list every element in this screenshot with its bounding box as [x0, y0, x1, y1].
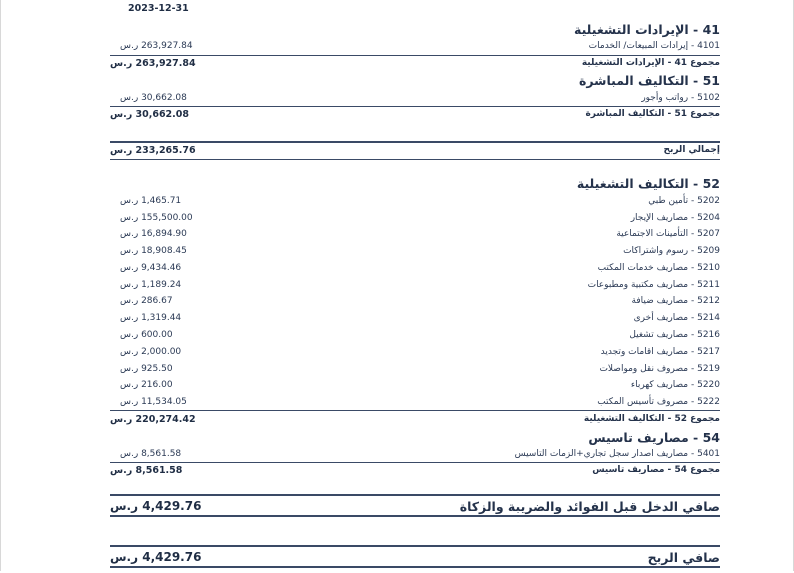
- net-profit-amount: 4,429.76 ر.س: [110, 550, 202, 564]
- account-label: 5219 - مصروف نقل ومواصلات: [599, 364, 720, 374]
- account-amount: 1,189.24 ر.س: [120, 280, 182, 290]
- account-amount: 9,434.46 ر.س: [120, 263, 182, 273]
- total-label: مجموع 41 - الإيرادات التشغيلية: [581, 58, 720, 68]
- account-amount: 30,662.08 ر.س: [120, 93, 187, 103]
- account-amount: 8,561.58 ر.س: [120, 449, 182, 459]
- account-amount: 16,894.90 ر.س: [120, 229, 187, 239]
- subtotal-line: [110, 462, 720, 463]
- account-amount: 1,319.44 ر.س: [120, 313, 182, 323]
- account-amount: 11,534.05 ر.س: [120, 397, 187, 407]
- account-label: 5207 - التأمينات الاجتماعية: [616, 229, 720, 239]
- total-amount: 220,274.42 ر.س: [110, 414, 196, 425]
- account-amount: 216.00 ر.س: [120, 380, 173, 390]
- gross-profit-underline: [110, 159, 720, 160]
- ebitz-line: [110, 494, 720, 496]
- section-52-title: 52 - التكاليف التشغيلية: [576, 176, 720, 191]
- total-amount: 263,927.84 ر.س: [110, 58, 196, 69]
- subtotal-line: [110, 55, 720, 56]
- total-amount: 30,662.08 ر.س: [110, 109, 189, 120]
- account-label: 5217 - مصاريف اقامات وتجديد: [600, 347, 720, 357]
- subtotal-line: [110, 410, 720, 411]
- account-label: 5202 - تأمين طبي: [648, 196, 720, 206]
- account-label: 5102 - رواتب وأجور: [641, 93, 720, 103]
- account-label: 5211 - مصاريف مكتبية ومطبوعات: [587, 280, 720, 290]
- ebitz-underline: [110, 515, 720, 517]
- total-label: مجموع 51 - التكاليف المباشرة: [585, 109, 720, 119]
- account-amount: 600.00 ر.س: [120, 330, 173, 340]
- account-amount: 2,000.00 ر.س: [120, 347, 182, 357]
- section-51-title: 51 - التكاليف المباشرة: [579, 73, 720, 88]
- account-amount: 925.50 ر.س: [120, 364, 173, 374]
- account-amount: 286.67 ر.س: [120, 296, 173, 306]
- section-54-title: 54 - مصاريف تاسيس: [588, 430, 720, 445]
- account-label: 5401 - مصاريف اصدار سجل تجاري+الزمات التاسيس: [514, 449, 720, 459]
- gross-profit-amount: 233,265.76 ر.س: [110, 145, 196, 156]
- account-label: 5220 - مصاريف كهرباء: [630, 380, 720, 390]
- ebitz-amount: 4,429.76 ر.س: [110, 499, 202, 513]
- account-amount: 18,908.45 ر.س: [120, 246, 187, 256]
- net-profit-label: صافي الربح: [647, 550, 720, 565]
- account-label: 5212 - مصاريف ضيافة: [631, 296, 720, 306]
- report-date: 2023-12-31: [128, 3, 189, 14]
- total-amount: 8,561.58 ر.س: [110, 465, 183, 476]
- total-label: مجموع 52 - التكاليف التشغيلية: [583, 414, 720, 424]
- net-profit-line: [110, 545, 720, 547]
- ebitz-label: صافي الدخل قبل الفوائد والضريبة والزكاة: [459, 499, 720, 514]
- income-statement: [110, 0, 720, 573]
- account-label: 5222 - مصروف تأسيس المكتب: [597, 397, 720, 407]
- account-label: 5216 - مصاريف تشغيل: [629, 330, 720, 340]
- account-label: 5209 - رسوم واشتراكات: [623, 246, 720, 256]
- total-label: مجموع 54 - مصاريف تاسيس: [592, 465, 720, 475]
- account-label: 5204 - مصاريف الإيجار: [630, 213, 720, 223]
- net-profit-underline: [110, 566, 720, 568]
- account-amount: 155,500.00 ر.س: [120, 213, 193, 223]
- gross-profit-label: إجمالي الربح: [663, 145, 720, 155]
- gross-profit-line: [110, 141, 720, 143]
- account-label: 5210 - مصاريف خدمات المكتب: [597, 263, 720, 273]
- account-amount: 263,927.84 ر.س: [120, 41, 193, 51]
- account-label: 4101 - إيرادات المبيعات/ الخدمات: [588, 41, 720, 51]
- section-41-title: 41 - الإيرادات التشغيلية: [573, 22, 720, 37]
- account-amount: 1,465.71 ر.س: [120, 196, 182, 206]
- account-label: 5214 - مصاريف أخرى: [633, 313, 720, 323]
- subtotal-line: [110, 106, 720, 107]
